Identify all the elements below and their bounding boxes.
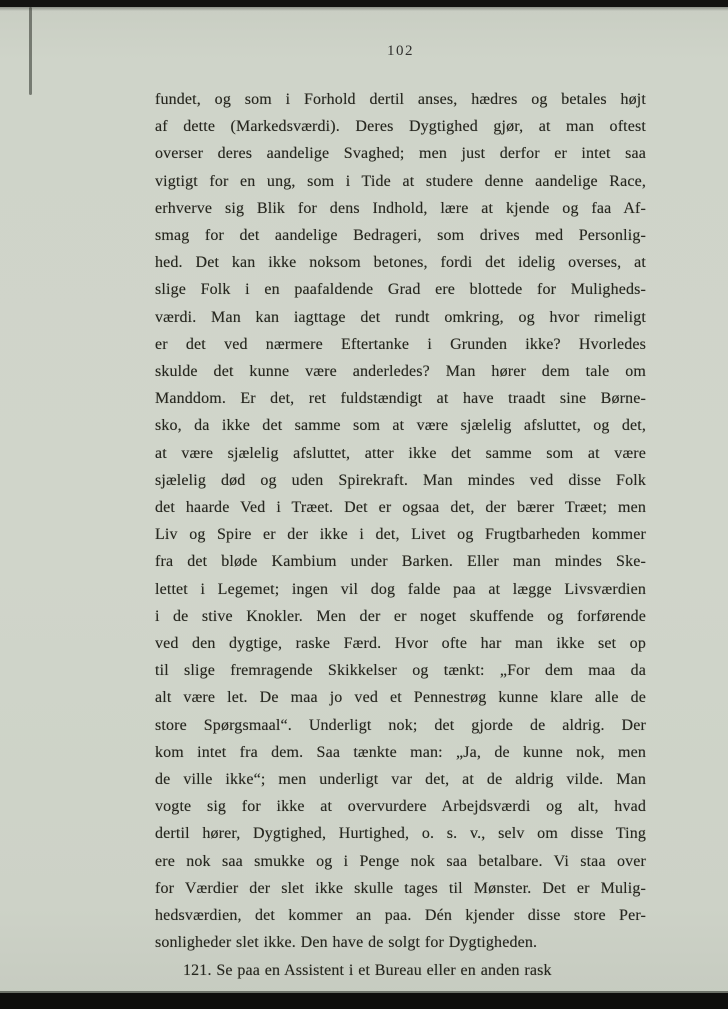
text-line: overser deres aandelige Svaghed; men just derfor er intet saa [155, 145, 646, 163]
text-line: sjælelig død og uden Spirekraft. Man mindes ved disse Folk [155, 471, 646, 489]
text-line: vigtigt for en ung, som i Tide at studere denne aandelige Race, [155, 172, 646, 190]
text-line: fundet, og som i Forhold dertil anses, hædres og betales højt [155, 91, 646, 108]
text-line: til slige fremragende Skikkelser og tænkt: „For dem maa da [155, 662, 646, 680]
text-line: er det ved nærmere Eftertanke i Grunden ikke? Hvorledes [155, 335, 646, 353]
text-line: det haarde Ved i Træet. Det er ogsaa det, der bærer Træet; men [155, 499, 646, 517]
text-line: erhverve sig Blik for dens Indhold, lære at kjende og faa Af- [155, 199, 646, 217]
text-line: at være sjælelig afsluttet, atter ikke det samme som at være [155, 444, 646, 462]
text-line: sko, da ikke det samme som at være sjælelig afsluttet, og det, [155, 417, 646, 435]
text-line: store Spørgsmaal“. Underligt nok; det gjorde de aldrig. Der [155, 716, 646, 734]
scan-edge-top-shadow [0, 7, 728, 11]
page-number: 102 [387, 43, 414, 59]
scan-edge-left [29, 7, 32, 95]
text-line: fra det bløde Kambium under Barken. Eller man mindes Ske- [155, 553, 646, 571]
text-line: slige Folk i en paafaldende Grad ere blottede for Muligheds- [155, 281, 646, 299]
text-line: skulde det kunne være anderledes? Man hører dem tale om [155, 363, 646, 381]
text-line: 121. Se paa en Assistent i et Bureau eller en anden rask [183, 961, 552, 979]
text-line: hedsværdien, det kommer an paa. Dén kjender disse store Per- [155, 907, 646, 925]
text-line: lettet i Legemet; ingen vil dog falde paa at lægge Livsværdien [155, 580, 646, 598]
text-line: de ville ikke“; men underligt var det, at de aldrig vilde. Man [155, 771, 646, 789]
text-line: alt være let. De maa jo ved et Pennestrøg kunne klare alle de [155, 689, 646, 707]
scan-edge-top [0, 0, 728, 7]
text-line: i de stive Knokler. Men der er noget skuffende og forførende [155, 607, 646, 625]
text-line: ved den dygtige, raske Færd. Hvor ofte har man ikke set op [155, 635, 646, 653]
text-line: hed. Det kan ikke noksom betones, fordi det idelig overses, at [155, 254, 646, 272]
scan-edge-bottom [0, 991, 728, 1009]
text-line: kom intet fra dem. Saa tænkte man: „Ja, de kunne nok, men [155, 743, 646, 761]
text-line: Liv og Spire er der ikke i det, Livet og Frugtbarheden kommer [155, 526, 646, 544]
text-line: værdi. Man kan iagttage det rundt omkring, og hvor rimeligt [155, 308, 646, 326]
text-line: Manddom. Er det, ret fuldstændigt at have traadt sine Børne- [155, 390, 646, 408]
text-line: for Værdier der slet ikke skulle tages til Mønster. Det er Mulig- [155, 879, 646, 897]
body-text [155, 86, 646, 984]
text-line: af dette (Markedsværdi). Deres Dygtighed gjør, at man oftest [155, 118, 646, 136]
text-line: smag for det aandelige Bedrageri, som drives med Personlig- [155, 227, 646, 245]
text-line: ere nok saa smukke og i Penge nok saa betalbare. Vi staa over [155, 852, 646, 870]
text-line: vogte sig for ikke at overvurdere Arbejdsværdi og alt, hvad [155, 798, 646, 816]
text-line: sonligheder slet ikke. Den have de solgt for Dygtigheden. [155, 934, 538, 952]
text-line: dertil hører, Dygtighed, Hurtighed, o. s. v., selv om disse Ting [155, 825, 646, 843]
